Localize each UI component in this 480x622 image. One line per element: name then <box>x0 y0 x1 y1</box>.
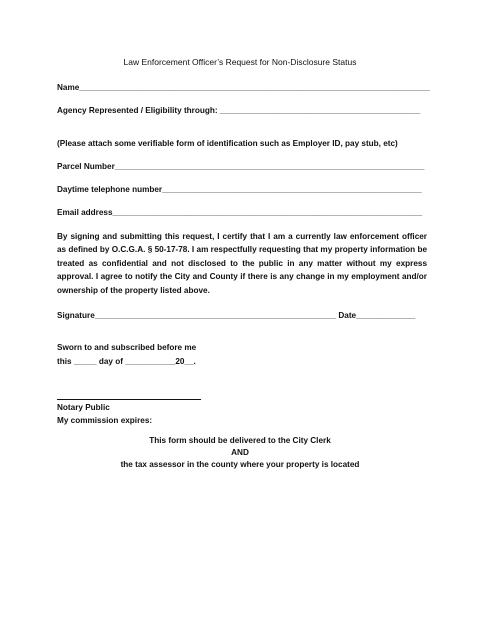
delivery-line-1: This form should be delivered to the City Clerk <box>149 436 331 445</box>
attach-note: (Please attach some verifiable form of identification such as Employer ID, pay stub, etc) <box>57 139 398 148</box>
sworn-line-2[interactable]: this _____ day of ___________20__. <box>57 357 196 366</box>
signature-date-line[interactable]: Signature_____________________________________________________ Date_____________ <box>57 311 416 320</box>
parcel-number-field[interactable]: Parcel Number____________________________________________________________________ <box>57 162 425 171</box>
email-field[interactable]: Email address____________________________________________________________________ <box>57 208 423 217</box>
notary-signature-rule[interactable] <box>57 399 201 400</box>
sworn-line-1: Sworn to and subscribed before me <box>57 343 197 352</box>
notary-public-label: Notary Public <box>57 403 110 412</box>
agency-field[interactable]: Agency Represented / Eligibility through: ____________________________________________ <box>57 106 421 115</box>
certification-paragraph: By signing and submitting this request, I certify that I am a currently law enforcement officer as defined by O.C.G.A. § 50-17-78. I am respectfully requesting that my property information be treated as confidential and not disclosed to the public in any matter without my express approval. I agree to notify the City and County if there is any change in my employment and/or ownership of the property listed above. <box>57 232 427 295</box>
delivery-line-2: AND <box>231 448 249 457</box>
daytime-phone-field[interactable]: Daytime telephone number_________________________________________________________ <box>57 185 422 194</box>
form-title: Law Enforcement Officer’s Request for Non-Disclosure Status <box>123 57 357 67</box>
commission-expires-label: My commission expires: <box>57 416 153 425</box>
name-field[interactable]: Name_____________________________________________________________________________ <box>57 83 430 92</box>
delivery-line-3: the tax assessor in the county where your property is located <box>120 460 360 469</box>
